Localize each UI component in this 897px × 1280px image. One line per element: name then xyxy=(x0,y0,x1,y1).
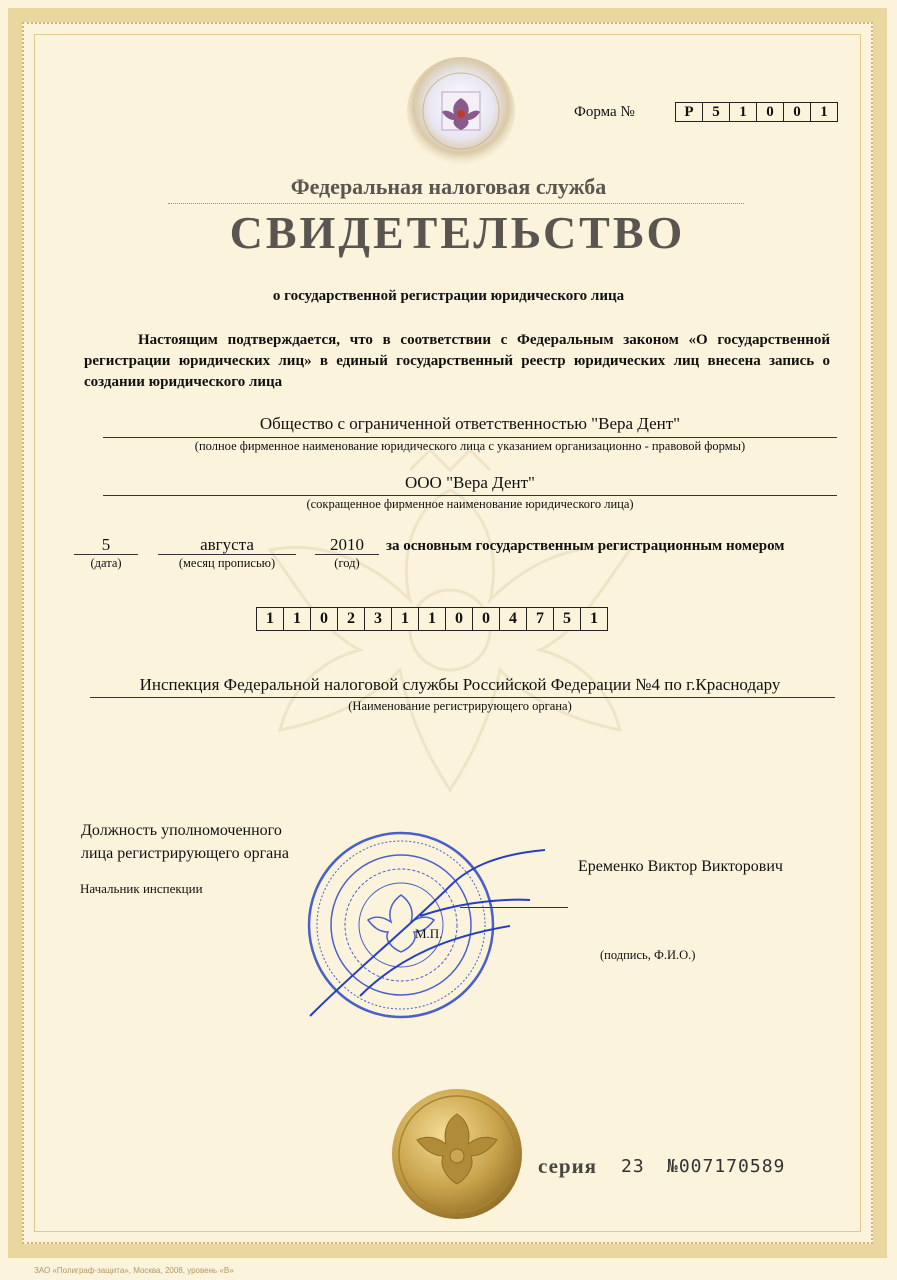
form-code-char: 1 xyxy=(810,102,838,122)
ogrn-digit: 4 xyxy=(499,607,527,631)
entity-short-name: ООО "Вера Дент" xyxy=(404,473,535,492)
ogrn-digit: 0 xyxy=(445,607,473,631)
stamp-mp-label: М.П. xyxy=(415,926,443,941)
position-label-line1: Должность уполномоченного xyxy=(81,822,282,839)
ogrn-digit: 1 xyxy=(580,607,608,631)
date-year-caption: (год) xyxy=(334,556,360,570)
date-year-line xyxy=(315,554,379,555)
serial-number: №007170589 xyxy=(667,1156,786,1177)
ogrn-digit: 0 xyxy=(310,607,338,631)
authority-caption: (Наименование регистрирующего органа) xyxy=(348,699,572,713)
header-divider xyxy=(168,203,744,204)
entity-full-name: Общество с ограниченной ответственностью "Вера Дент" xyxy=(259,414,681,433)
form-code-char: 5 xyxy=(702,102,730,122)
agency-name: Федеральная налоговая служба xyxy=(290,174,607,199)
document-subtitle: о государственной регистрации юридического лица xyxy=(272,288,625,304)
series-code: 23 xyxy=(621,1156,645,1177)
signature-scribble-icon xyxy=(300,846,550,1026)
ogrn-digit: 5 xyxy=(553,607,581,631)
form-code-char: 1 xyxy=(729,102,757,122)
certification-paragraph: Настоящим подтверждается, что в соответствии с Федеральным законом «О государственной регистрации юридических лиц» в единый государственный реестр юридических лиц внесена запись о создании юридического лица xyxy=(84,332,830,390)
ogrn-digit: 7 xyxy=(526,607,554,631)
position-label-line2: лица регистрирующего органа xyxy=(81,845,289,862)
form-code-char: 0 xyxy=(783,102,811,122)
form-code-char: 0 xyxy=(756,102,784,122)
printer-imprint: ЗАО «Полиграф-защита», Москва, 2008, уровень «В» xyxy=(34,1266,234,1275)
short-name-caption: (сокращенное фирменное наименование юридического лица) xyxy=(306,497,634,511)
signer-name: Еременко Виктор Викторович xyxy=(578,858,783,875)
date-day-caption: (дата) xyxy=(90,556,122,570)
authority-name: Инспекция Федеральной налоговой службы Российской Федерации №4 по г.Краснодару xyxy=(139,675,781,694)
watermark-eagle-icon xyxy=(210,430,690,850)
date-month-caption: (месяц прописью) xyxy=(178,556,276,570)
position-value: Начальник инспекции xyxy=(80,881,203,896)
form-number-boxes xyxy=(676,102,838,122)
hologram-emblem-icon xyxy=(406,56,516,166)
ogrn-lead-text: за основным государственным регистрационным номером xyxy=(386,538,785,554)
ogrn-digit: 1 xyxy=(256,607,284,631)
date-day: 5 xyxy=(101,535,111,554)
ogrn-digit: 1 xyxy=(283,607,311,631)
authority-line xyxy=(90,697,835,698)
ogrn-digit: 2 xyxy=(337,607,365,631)
date-day-line xyxy=(74,554,138,555)
short-name-line xyxy=(103,495,837,496)
ogrn-digit: 1 xyxy=(391,607,419,631)
date-year: 2010 xyxy=(330,535,364,554)
full-name-caption: (полное фирменное наименование юридического лица с указанием организационно - правовой формы) xyxy=(194,439,746,453)
full-name-line xyxy=(103,437,837,438)
gold-seal-icon xyxy=(391,1088,523,1220)
form-code-char: Р xyxy=(675,102,703,122)
ogrn-digit: 3 xyxy=(364,607,392,631)
ogrn-boxes xyxy=(257,607,608,631)
date-month-line xyxy=(158,554,296,555)
ogrn-digit: 1 xyxy=(418,607,446,631)
series-label: серия xyxy=(538,1154,598,1178)
date-month: августа xyxy=(200,535,254,554)
signature-caption: (подпись, Ф.И.О.) xyxy=(600,948,696,962)
ogrn-digit: 0 xyxy=(472,607,500,631)
form-number-label: Форма № xyxy=(574,104,635,120)
document-title: СВИДЕТЕЛЬСТВО xyxy=(229,207,686,258)
